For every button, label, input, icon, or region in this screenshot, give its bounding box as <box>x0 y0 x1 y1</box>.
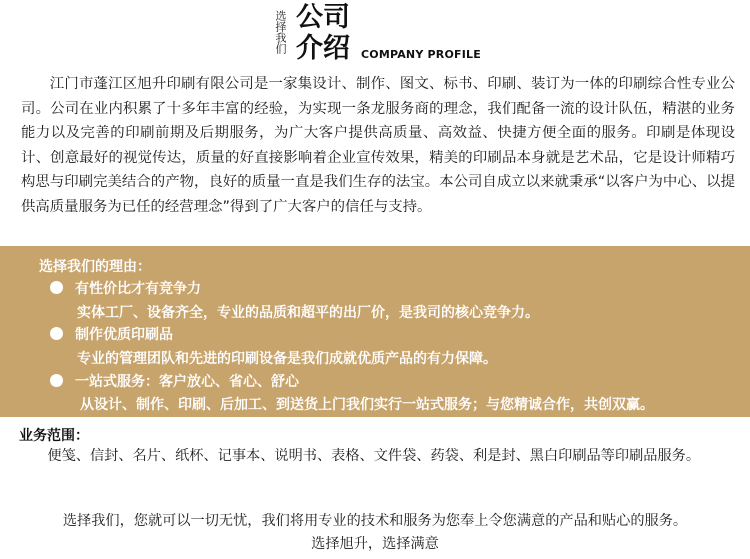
scope-title: 业务范围： <box>19 428 89 444</box>
reason-heading: 有性价比才有竞争力 <box>75 281 201 297</box>
page-header <box>0 0 750 70</box>
bullet-icon <box>50 281 63 294</box>
bullet-icon <box>50 374 63 387</box>
reason-item-3 <box>50 371 299 391</box>
closing-statement: 选择我们，您就可以一切无忧，我们将用专业的技术和服务为您奉上令您满意的产品和贴心的服务。 <box>62 513 688 529</box>
reason-desc: 实体工厂、设备齐全，专业的品质和超平的出厂价，是我司的核心竞争力。 <box>77 305 539 321</box>
page-title-line1: 公司 <box>296 2 350 33</box>
vertical-tag: 选择我们 <box>274 10 287 54</box>
reason-desc: 专业的管理团队和先进的印刷设备是我们成就优质产品的有力保障。 <box>77 351 497 367</box>
page-title-line2: 介绍 <box>296 33 350 64</box>
closing-slogan: 选择旭升，选择满意 <box>311 536 439 552</box>
scope-text: 便笺、信封、名片、纸杯、记事本、说明书、表格、文件袋、药袋、利是封、黑白印刷品等印刷品服务。 <box>47 448 701 464</box>
company-intro-paragraph: 江门市蓬江区旭升印刷有限公司是一家集设计、制作、图文、标书、印刷、装订为一体的印刷综合性专业公司。公司在业内积累了十多年丰富的经验，为实现一条龙服务商的理念，我们配备一流的设计队伍，精湛的业务能力以及完善的印刷前期及后期服务，为广大客户提供高质量、高效益、快捷方便全面的服务。印刷是体现设计、创意最好的视觉传达，质量的好直接影响着企业宣传效果，精美的印刷品本身就是艺术品，它是设计师精巧构思与印刷完美结合的产物，良好的质量一直是我们生存的法宝。本公司自成立以来就秉承“以客户为中心、以提供高质量服务为已任的经营理念”得到了广大客户的信任与支持。 <box>21 76 735 215</box>
page-title-english: COMPANY PROFILE <box>361 48 481 61</box>
reason-item-2 <box>50 324 173 344</box>
bullet-icon <box>50 327 63 340</box>
reason-item-1 <box>50 278 201 298</box>
reasons-title: 选择我们的理由： <box>39 259 151 275</box>
reason-heading: 一站式服务：客户放心、省心、舒心 <box>75 374 299 390</box>
reasons-panel <box>0 246 750 417</box>
reason-desc: 从设计、制作、印刷、后加工、到送货上门我们实行一站式服务；与您精诚合作，共创双赢。 <box>80 397 654 413</box>
reason-heading: 制作优质印刷品 <box>75 327 173 343</box>
